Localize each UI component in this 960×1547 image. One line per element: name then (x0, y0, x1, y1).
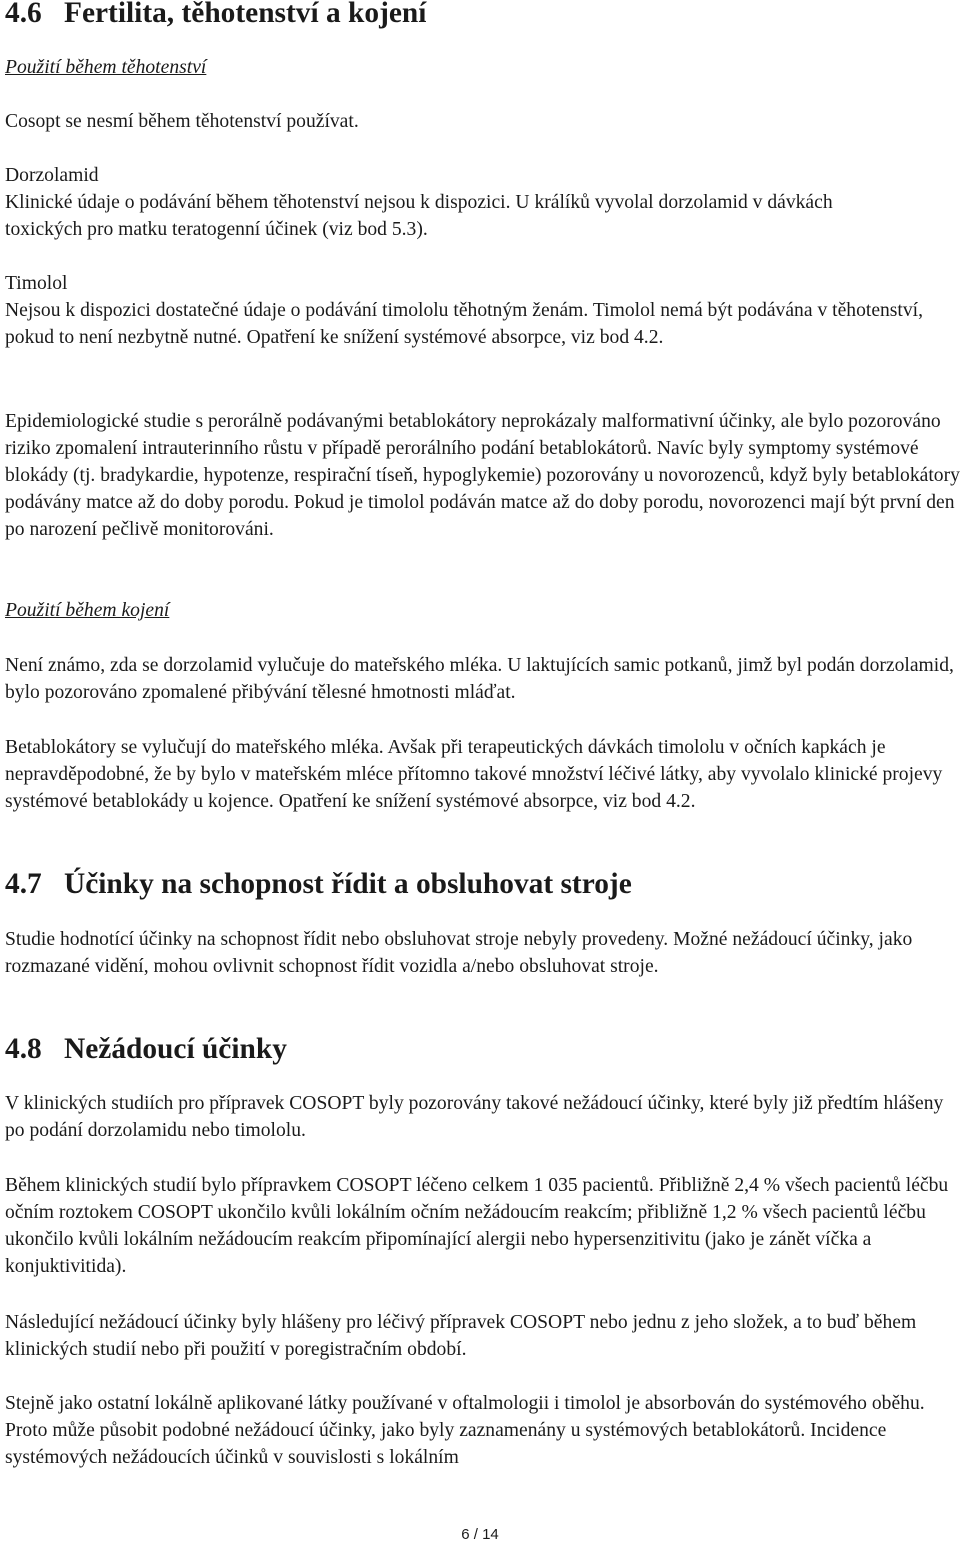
breastfeeding-paragraph-2: Betablokátory se vylučují do mateřského mléka. Avšak při terapeutických dávkách timololu v očních kapkách je nepravděpodobné, že by bylo v mateřském mléce přítomno takové množství léčivé látky, aby vyvolalo klinické projevy systémové betablokády u kojence. Opatření ke snížení systémové absorpce, viz bod 4.2. (5, 737, 943, 812)
section-number: 4.6 (5, 0, 42, 29)
dorzolamide-paragraph: Klinické údaje o podávání během těhotenství nejsou k dispozici. U králíků vyvolal dorzolamid v dávkách toxických pro matku teratogenní účinek (viz bod 5.3). (5, 192, 833, 240)
dorzolamide-label: Dorzolamid (5, 165, 99, 186)
epidemiology-paragraph: Epidemiologické studie s perorálně podávanými betablokátory neprokázaly malformativní účinky, ale bylo pozorováno riziko zpomalení intrauterinního růstu v případě perorálního podání betablokátorů. Navíc byly symptomy systémové blokády (tj. bradykardie, hypotenze, respirační tíseň, hypoglykemie) pozorovány u novorozenců, když byly betablokátory podávány matce až do doby porodu. Pokud je timolol podáván matce až do doby porodu, novorozenci mají být první den po narození pečlivě monitorováni. (5, 411, 960, 540)
section-number: 4.8 (5, 1033, 42, 1065)
page-number: 6 / 14 (461, 1526, 499, 1543)
breastfeeding-subheading: Použití během kojení (5, 600, 170, 621)
adverse-effects-paragraph-4: Stejně jako ostatní lokálně aplikované látky používané v oftalmologii i timolol je absorbován do systémového oběhu. Proto může působit podobné nežádoucí účinky, jako byly zaznamenány u systémových betablokátorů. Incidence systémových nežádoucích účinků v souvislosti s lokálním (5, 1393, 925, 1468)
section-4-7-heading (5, 868, 960, 900)
adverse-effects-paragraph-2: Během klinických studií bylo přípravkem COSOPT léčeno celkem 1 035 pacientů. Přibližně 2,4 % všech pacientů léčbu očním roztokem COSOPT ukončilo kvůli lokálním očním nežádoucím reakcím; přibližně 1,2 % všech pacientů léčbu ukončilo kvůli lokálním nežádoucím reakcím připomínající alergii nebo hypersenzitivitu (jako je zánět víčka a konjuktivitida). (5, 1175, 949, 1277)
section-title: Nežádoucí účinky (64, 1033, 287, 1065)
pregnancy-subheading: Použití během těhotenství (5, 57, 207, 78)
section-title: Účinky na schopnost řídit a obsluhovat stroje (64, 868, 632, 900)
section-4-8-heading (5, 1033, 960, 1065)
section-4-6-heading (5, 0, 960, 27)
adverse-effects-paragraph-1: V klinických studiích pro přípravek COSOPT byly pozorovány takové nežádoucí účinky, které byly již předtím hlášeny po podání dorzolamidu nebo timololu. (5, 1093, 944, 1141)
driving-paragraph: Studie hodnotící účinky na schopnost řídit nebo obsluhovat stroje nebyly provedeny. Možné nežádoucí účinky, jako rozmazané vidění, mohou ovlivnit schopnost řídit vozidla a/nebo obsluhovat stroje. (5, 929, 913, 977)
pregnancy-paragraph: Cosopt se nesmí během těhotenství používat. (5, 111, 359, 132)
timolol-label: Timolol (5, 273, 68, 294)
section-title: Fertilita, těhotenství a kojení (64, 0, 427, 29)
section-number: 4.7 (5, 868, 42, 900)
timolol-paragraph: Nejsou k dispozici dostatečné údaje o podávání timololu těhotným ženám. Timolol nemá být podávána v těhotenství, pokud to není nezbytně nutné. Opatření ke snížení systémové absorpce, viz bod 4.2. (5, 300, 924, 348)
adverse-effects-paragraph-3: Následující nežádoucí účinky byly hlášeny pro léčivý přípravek COSOPT nebo jednu z jeho složek, a to buď během klinických studií nebo při použití v poregistračním období. (5, 1312, 917, 1360)
breastfeeding-paragraph-1: Není známo, zda se dorzolamid vylučuje do mateřského mléka. U laktujících samic potkanů, jimž byl podán dorzolamid, bylo pozorováno zpomalené přibývání tělesné hmotnosti mláďat. (5, 655, 954, 703)
